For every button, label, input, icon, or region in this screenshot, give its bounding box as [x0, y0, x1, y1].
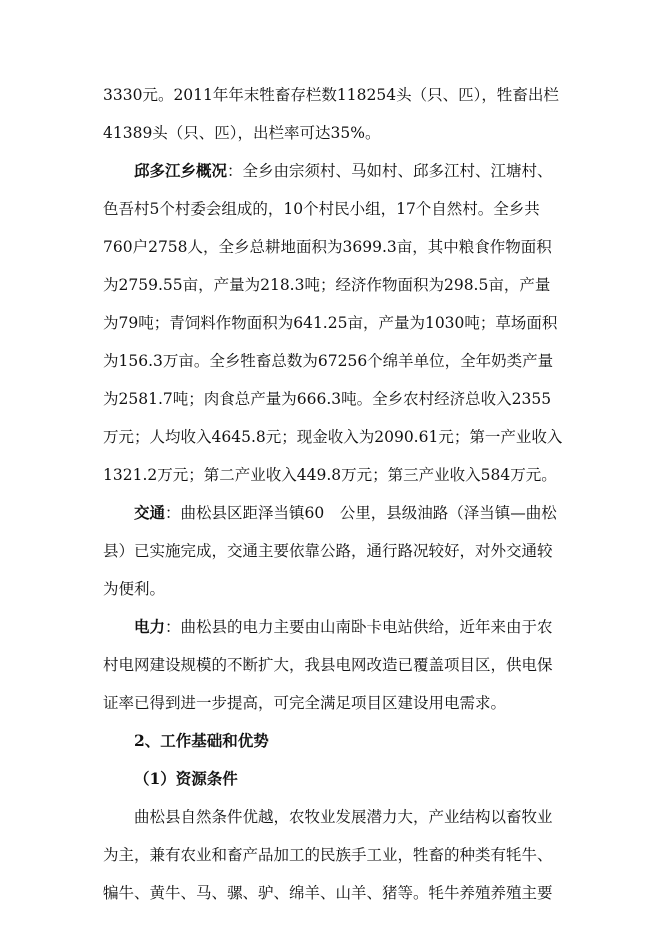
inline-heading: 电力 — [134, 617, 166, 636]
inline-heading: 邱多江乡概况 — [134, 161, 228, 180]
text-line: 为79吨；青饲料作物面积为641.25亩，产量为1030吨；草场面积 — [103, 314, 558, 332]
text-line: 色吾村5个村委会组成的，10个村民小组，17个自然村。全乡共 — [103, 200, 540, 218]
text-line: 电力：曲松县的电力主要由山南卧卡电站供给，近年来由于农 — [134, 617, 553, 636]
text-line: 为2581.7吨；肉食总产量为666.3吨。全乡农村经济总收入2355 — [103, 390, 552, 408]
text-line: 万元；人均收入4645.8元；现金收入为2090.61元；第一产业收入 — [103, 428, 563, 446]
text-line: 县）已实施完成，交通主要依靠公路，通行路况较好，对外交通较 — [103, 542, 553, 560]
text-line: 41389头（只、匹），出栏率可达35%。 — [103, 124, 381, 142]
text-line: 证率已得到进一步提高，可完全满足项目区建设用电需求。 — [103, 694, 507, 712]
inline-heading: 交通 — [134, 503, 166, 522]
text-line: 为主，兼有农业和畜产品加工的民族手工业，牲畜的种类有牦牛、 — [103, 846, 553, 864]
text-line: 村电网建设规模的不断扩大，我县电网改造已覆盖项目区，供电保 — [103, 656, 553, 674]
text-line: 3330元。2011年年末牲畜存栏数118254头（只、匹），牲畜出栏 — [103, 86, 559, 104]
text-line: 760户2758人，全乡总耕地面积为3699.3亩，其中粮食作物面积 — [103, 238, 552, 256]
text-line: 交通：曲松县区距泽当镇60 公里，县级油路（泽当镇—曲松 — [134, 503, 557, 522]
text-line: 犏牛、黄牛、马、骡、驴、绵羊、山羊、猪等。牦牛养殖养殖主要 — [103, 884, 553, 902]
text-line: 邱多江乡概况：全乡由宗须村、马如村、邱多江村、江塘村、 — [134, 161, 553, 180]
text-line: 1321.2万元；第二产业收入449.8万元；第三产业收入584万元。 — [103, 466, 557, 484]
text-line: 为便利。 — [103, 580, 166, 598]
text-line: 曲松县自然条件优越，农牧业发展潜力大，产业结构以畜牧业 — [134, 808, 553, 826]
subsection-heading: （1）资源条件 — [134, 769, 238, 788]
section-heading: 2、工作基础和优势 — [134, 731, 269, 750]
text-line: 为156.3万亩。全乡牲畜总数为67256个绵羊单位，全年奶类产量 — [103, 352, 554, 370]
text-line: 为2759.55亩，产量为218.3吨；经济作物面积为298.5亩，产量 — [103, 276, 551, 294]
